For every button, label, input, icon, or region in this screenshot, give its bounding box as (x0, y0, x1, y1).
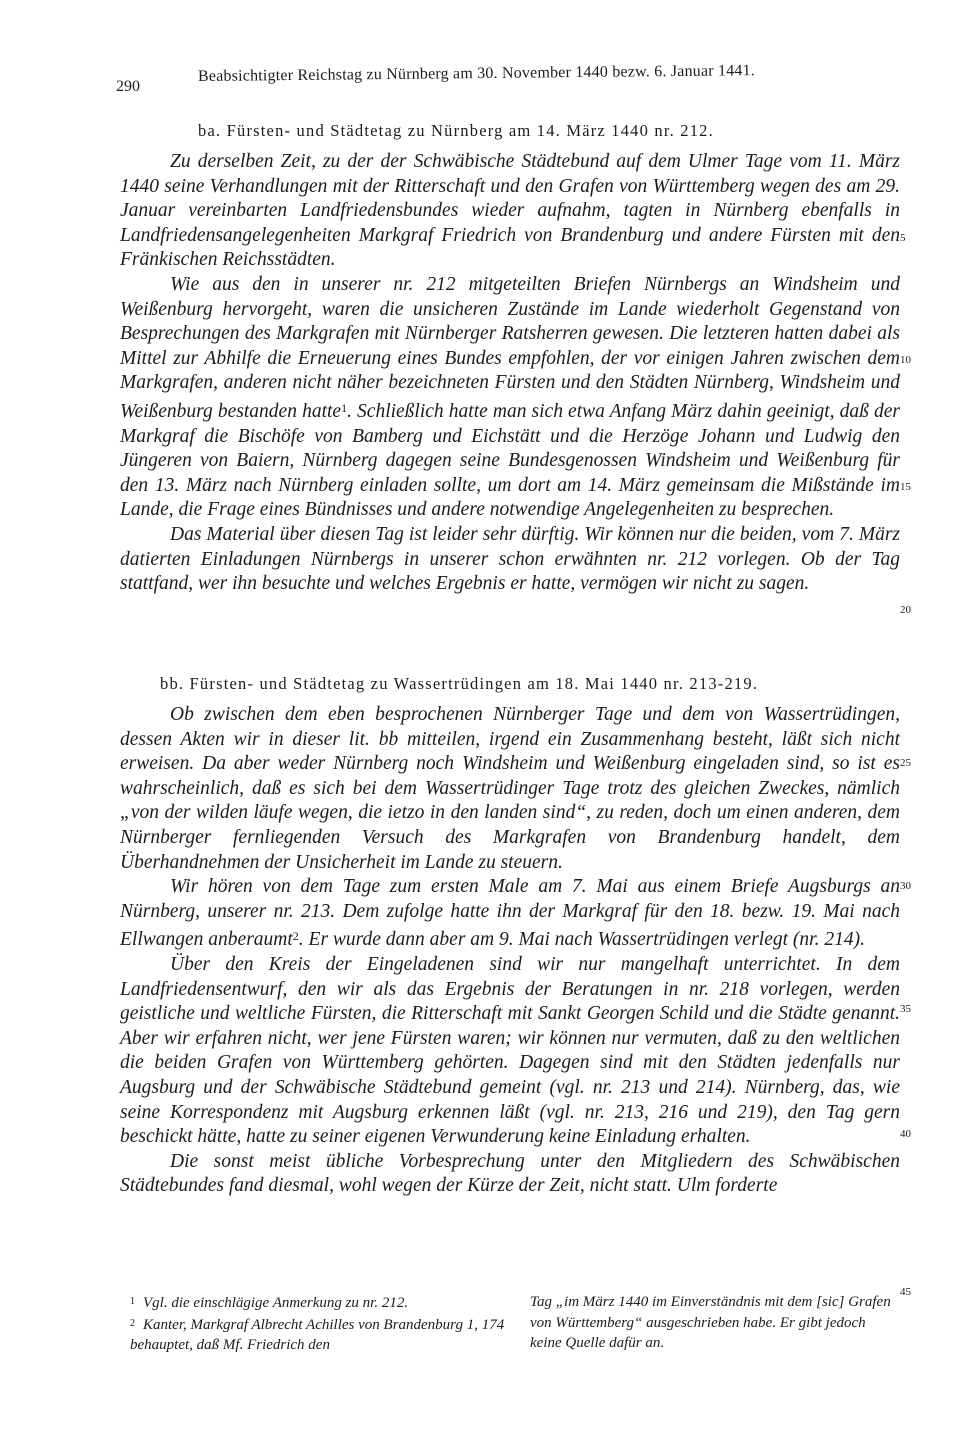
line-number: 5 (900, 232, 906, 244)
paragraph: Ob zwischen dem eben besprochenen Nürnberger Tage und dem von Wassertrüdingen, dessen Akten wir in dieser lit. bb mitteilen, irgend ein Zusammenhang besteht, läßt sich nicht erweisen. Da aber weder Nürnberg noch Windsheim und Weißenburg eingeladen sind, so ist es wahrscheinlich, daß es sich bei dem Wassertrüdinger Tage trotz des gleichen Zweckes, nämlich „von der wilden läufe wegen, die ietzo in den landen sind“, zu reden, doch um einen anderen, dem Nürnberger fernliegenden Versuch des Markgrafen von Brandenburg handelt, dem Überhandnehmen der Unsicherheit im Lande zu steuern. (120, 704, 900, 873)
footnote-mark: 2 (130, 1317, 135, 1329)
line-number: 25 (900, 757, 911, 769)
paragraph: Das Material über diesen Tag ist leider sehr dürftig. Wir können nur die beiden, vom 7. März datierten Einladungen Nürnbergs in unserer schon erwähnten nr. 212 vorlegen. Ob der Tag stattfand, wer ihn besuchte und welches Ergebnis er hatte, vermögen wir nicht zu sagen. (120, 523, 900, 595)
paragraph-text: . Schließlich hatte man sich etwa Anfang März dahin geeinigt, daß der Markgraf die Bischöfe von Bamberg und Eichstätt und die Herzöge Johann und Ludwig den Jüngeren von Baiern, Nürnberg dagegen seine Bundesgenossen Windsheim und Weißenburg für den 13. März nach Nürnberg einladen sollte, um dort am 14. März gemeinsam die Mißstände im Lande, die Frage eines Bündnisses und andere notwendige Angelegenheiten zu besprechen. (120, 400, 900, 521)
section-heading-bb: bb. Fürsten- und Städtetag zu Wassertrüdingen am 18. Mai 1440 nr. 213-219. (160, 674, 759, 693)
paragraph-text: Wie aus den in unserer nr. 212 mitgeteilten Briefen Nürnbergs an Windsheim und Weißenburg hervorgeht, waren die unsicheren Zustände im Lande wiederholt Gegenstand von Besprechungen des Markgrafen mit Nürnberger Ratsherren gewesen. Die letzteren hatten dabei als Mittel zur Abhilfe die Erneuerung eines Bundes empfohlen, der vor einigen Jahren zwischen dem Markgrafen, anderen nicht näher bezeichneten Fürsten und den Städten Nürnberg, Windsheim und Weißenburg bestanden hatte (120, 273, 900, 422)
footnote (130, 1314, 510, 1356)
paragraph-text: . Er wurde dann aber am 9. Mai nach Wassertrüdingen verlegt (nr. 214). (298, 929, 865, 951)
section-ba-body (120, 150, 900, 597)
section-heading-ba: ba. Fürsten- und Städtetag zu Nürnberg am 14. März 1440 nr. 212. (198, 121, 714, 140)
footnote-continuation: Tag „im März 1440 im Einverständnis mit dem [sic] Grafen von Württemberg“ ausgeschrieben habe. Er gibt jedoch keine Quelle dafür an. (530, 1294, 891, 1351)
line-number: 35 (900, 1003, 911, 1015)
paragraph (120, 875, 900, 953)
page-number: 290 (116, 78, 140, 95)
page-header (100, 64, 820, 94)
footnote-mark: 1 (130, 1296, 135, 1307)
running-title: Beabsichtigter Reichstag zu Nürnberg am 30. November 1440 bezw. 6. Januar 1441. (197, 62, 756, 85)
footnote-reference: 2 (292, 929, 299, 944)
section-bb-body (120, 703, 900, 1199)
paragraph: Die sonst meist übliche Vorbesprechung unter den Mitgliedern des Schwäbischen Städtebundes fand diesmal, wohl wegen der Kürze der Zeit, nicht statt. Ulm forderte (120, 1150, 900, 1197)
paragraph-text: Wir hören von dem Tage zum ersten Male am 7. Mai aus einem Briefe Augsburgs an Nürnberg, unserer nr. 213. Dem zufolge hatte ihn der Markgraf für den 18. bezw. 19. Mai nach Ellwangen anberaumt (120, 876, 900, 951)
line-number: 45 (900, 1286, 911, 1298)
line-number: 30 (900, 880, 911, 892)
line-number: 20 (900, 604, 911, 616)
line-number: 15 (900, 481, 911, 493)
footnote-text: Kanter, Markgraf Albrecht Achilles von Brandenburg 1, 174 behauptet, daß Mf. Friedrich den (130, 1316, 505, 1353)
line-number: 10 (900, 354, 911, 366)
paragraph: Zu derselben Zeit, zu der der Schwäbische Städtebund auf dem Ulmer Tage vom 11. März 1440 seine Verhandlungen mit der Ritterschaft und den Grafen von Württemberg wegen des am 29. Januar vereinbarten Landfriedensbundes wieder aufnahm, tagten in Nürnberg ebenfalls in Landfriedensangelegenheiten Markgraf Friedrich von Brandenburg und andere Fürsten mit den Fränkischen Reichsstädten. (120, 151, 900, 271)
footnotes-right (530, 1292, 900, 1354)
paragraph (120, 273, 900, 523)
footnote-reference: 1 (341, 400, 348, 415)
footnotes-left (130, 1292, 510, 1356)
footnote-text: Vgl. die einschlägige Anmerkung zu nr. 212. (143, 1295, 409, 1311)
line-number: 40 (900, 1128, 911, 1140)
footnote (130, 1292, 510, 1314)
paragraph: Über den Kreis der Eingeladenen sind wir nur mangelhaft unterrichtet. In dem Landfriedensentwurf, den wir als das Ergebnis der Beratungen in nr. 218 vorlegen, werden geistliche und weltliche Fürsten, die Ritterschaft mit Sankt Georgen Schild und die Städte genannt. Aber wir erfahren nicht, wer jene Fürsten waren; wir können nur vermuten, daß zu den weltlichen die beiden Grafen von Württemberg gehörten. Dagegen sind mit den Städten jedenfalls nur Augsburg und der Schwäbische Städtebund gemeint (vgl. nr. 213 und 214). Nürnberg, das, wie seine Korrespondenz mit Augsburg erkennen läßt (vgl. nr. 213, 216 und 219), den Tag gern beschickt hätte, hatte zu seiner eigenen Verwunderung keine Einladung erhalten. (120, 953, 900, 1148)
